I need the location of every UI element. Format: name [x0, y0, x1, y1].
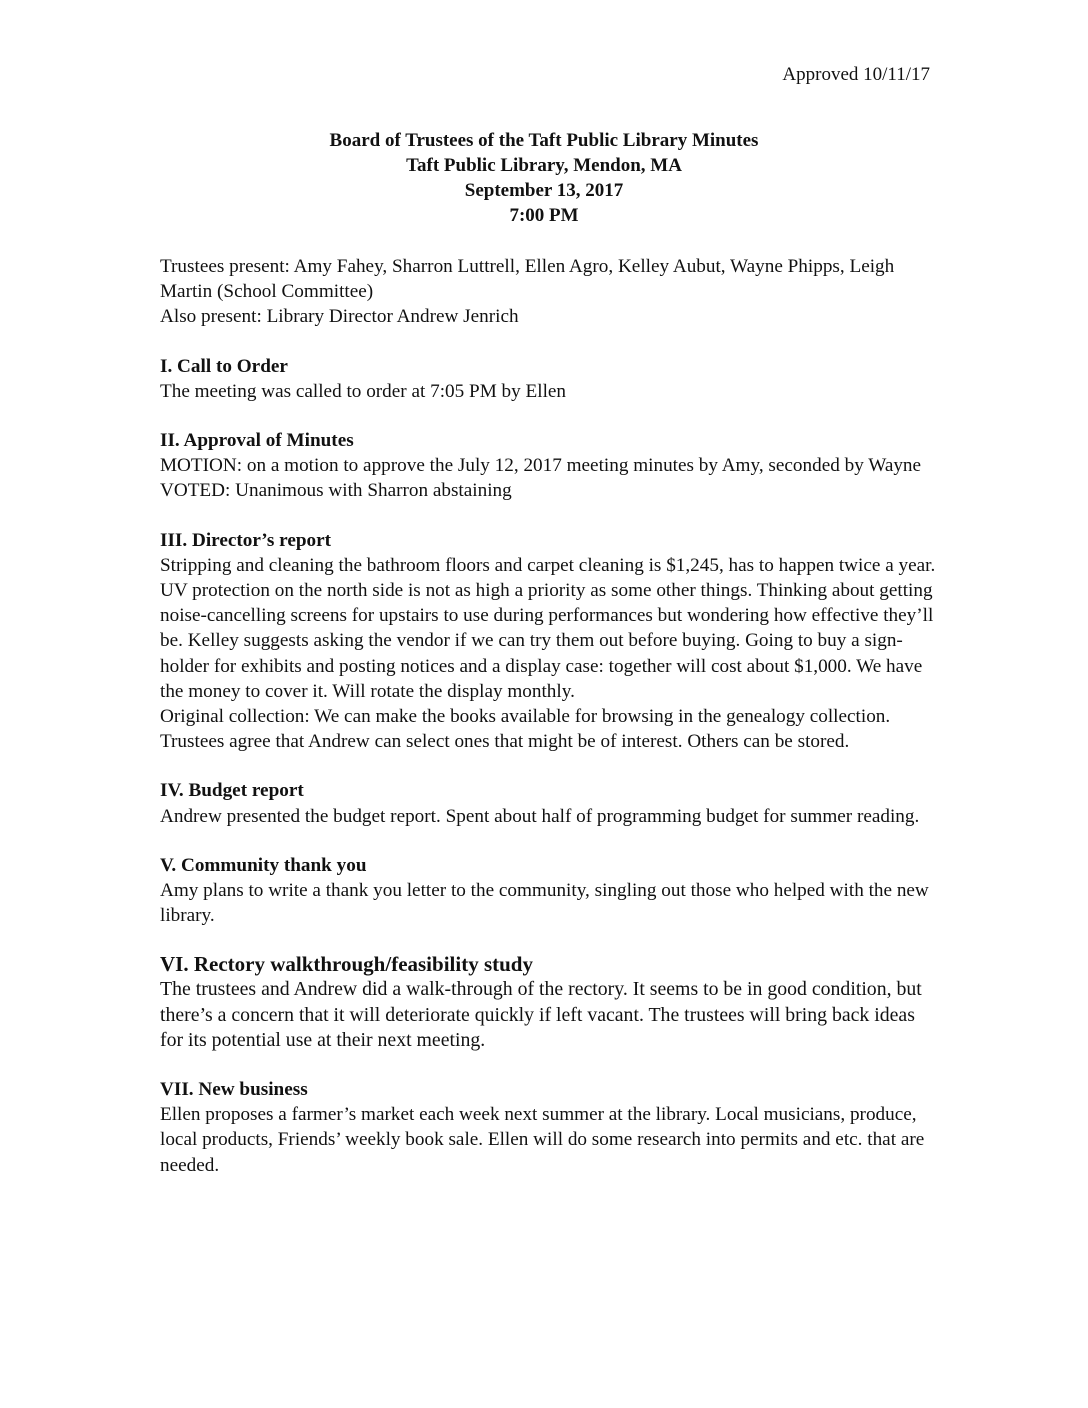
section-new-business	[160, 1077, 940, 1178]
section-rectory-walkthrough	[160, 952, 940, 1053]
section-paragraph: Stripping and cleaning the bathroom floors and carpet cleaning is $1,245, has to happen twice a year. UV protection on the north side is not as high a priority as some other things. Thinking about getting noise-cancelling screens for upstairs to use during performances but wondering how effective they’ll be. Kelley suggests asking the vendor if we can try them out before buying. Going to buy a sign-holder for exhibits and posting notices and a display case: together will cost about $1,000. We have the money to cover it. Will rotate the display monthly.	[160, 554, 936, 702]
section-heading: IV. Budget report	[160, 780, 304, 802]
section-heading: III. Director’s report	[160, 529, 332, 551]
document-title: Board of Trustees of the Taft Public Library Minutes	[329, 130, 759, 151]
section-paragraph: Ellen proposes a farmer’s market each week next summer at the library. Local musicians, produce, local products, Friends’ weekly book sale. Ellen will do some research into permits and etc. that are needed.	[160, 1104, 925, 1176]
section-call-to-order	[160, 354, 940, 404]
section-paragraph: The meeting was called to order at 7:05 PM by Ellen	[160, 380, 567, 402]
section-budget-report	[160, 778, 940, 828]
section-paragraph: Original collection: We can make the books available for browsing in the genealogy collection. Trustees agree that Andrew can select ones that might be of interest. Others can be stored.	[160, 706, 891, 753]
motion-text: MOTION: on a motion to approve the July 12, 2017 meeting minutes by Amy, seconded by Wayne	[160, 455, 922, 477]
section-heading: I. Call to Order	[160, 355, 288, 377]
section-approval-of-minutes	[160, 428, 940, 504]
meeting-location: Taft Public Library, Mendon, MA	[406, 155, 682, 176]
section-heading: II. Approval of Minutes	[160, 430, 354, 452]
attendance-block	[160, 254, 940, 330]
section-heading: V. Community thank you	[160, 854, 367, 876]
section-community-thank-you	[160, 853, 940, 929]
section-directors-report	[160, 528, 940, 755]
trustees-present: Trustees present: Amy Fahey, Sharron Luttrell, Ellen Agro, Kelley Aubut, Wayne Phipps, Leigh Martin (School Committee)	[160, 256, 895, 303]
section-heading: VII. New business	[160, 1079, 308, 1101]
section-paragraph: Amy plans to write a thank you letter to the community, singling out those who helped with the new library.	[160, 880, 929, 927]
meeting-date: September 13, 2017	[464, 180, 624, 201]
meeting-time: 7:00 PM	[509, 205, 579, 226]
minutes-body	[160, 254, 940, 1202]
section-heading: VI. Rectory walkthrough/feasibility study	[160, 952, 533, 977]
section-paragraph: The trustees and Andrew did a walk-through of the rectory. It seems to be in good condition, but there’s a concern that it will deteriorate quickly if left vacant. The trustees will bring back ideas for its potential use at their next meeting.	[160, 978, 922, 1051]
document-title-block	[0, 128, 1088, 228]
vote-text: VOTED: Unanimous with Sharron abstaining	[160, 480, 512, 502]
approval-stamp-text: Approved 10/11/17	[782, 64, 930, 85]
also-present: Also present: Library Director Andrew Jenrich	[160, 306, 519, 328]
section-paragraph: Andrew presented the budget report. Spent about half of programming budget for summer reading.	[160, 805, 920, 827]
